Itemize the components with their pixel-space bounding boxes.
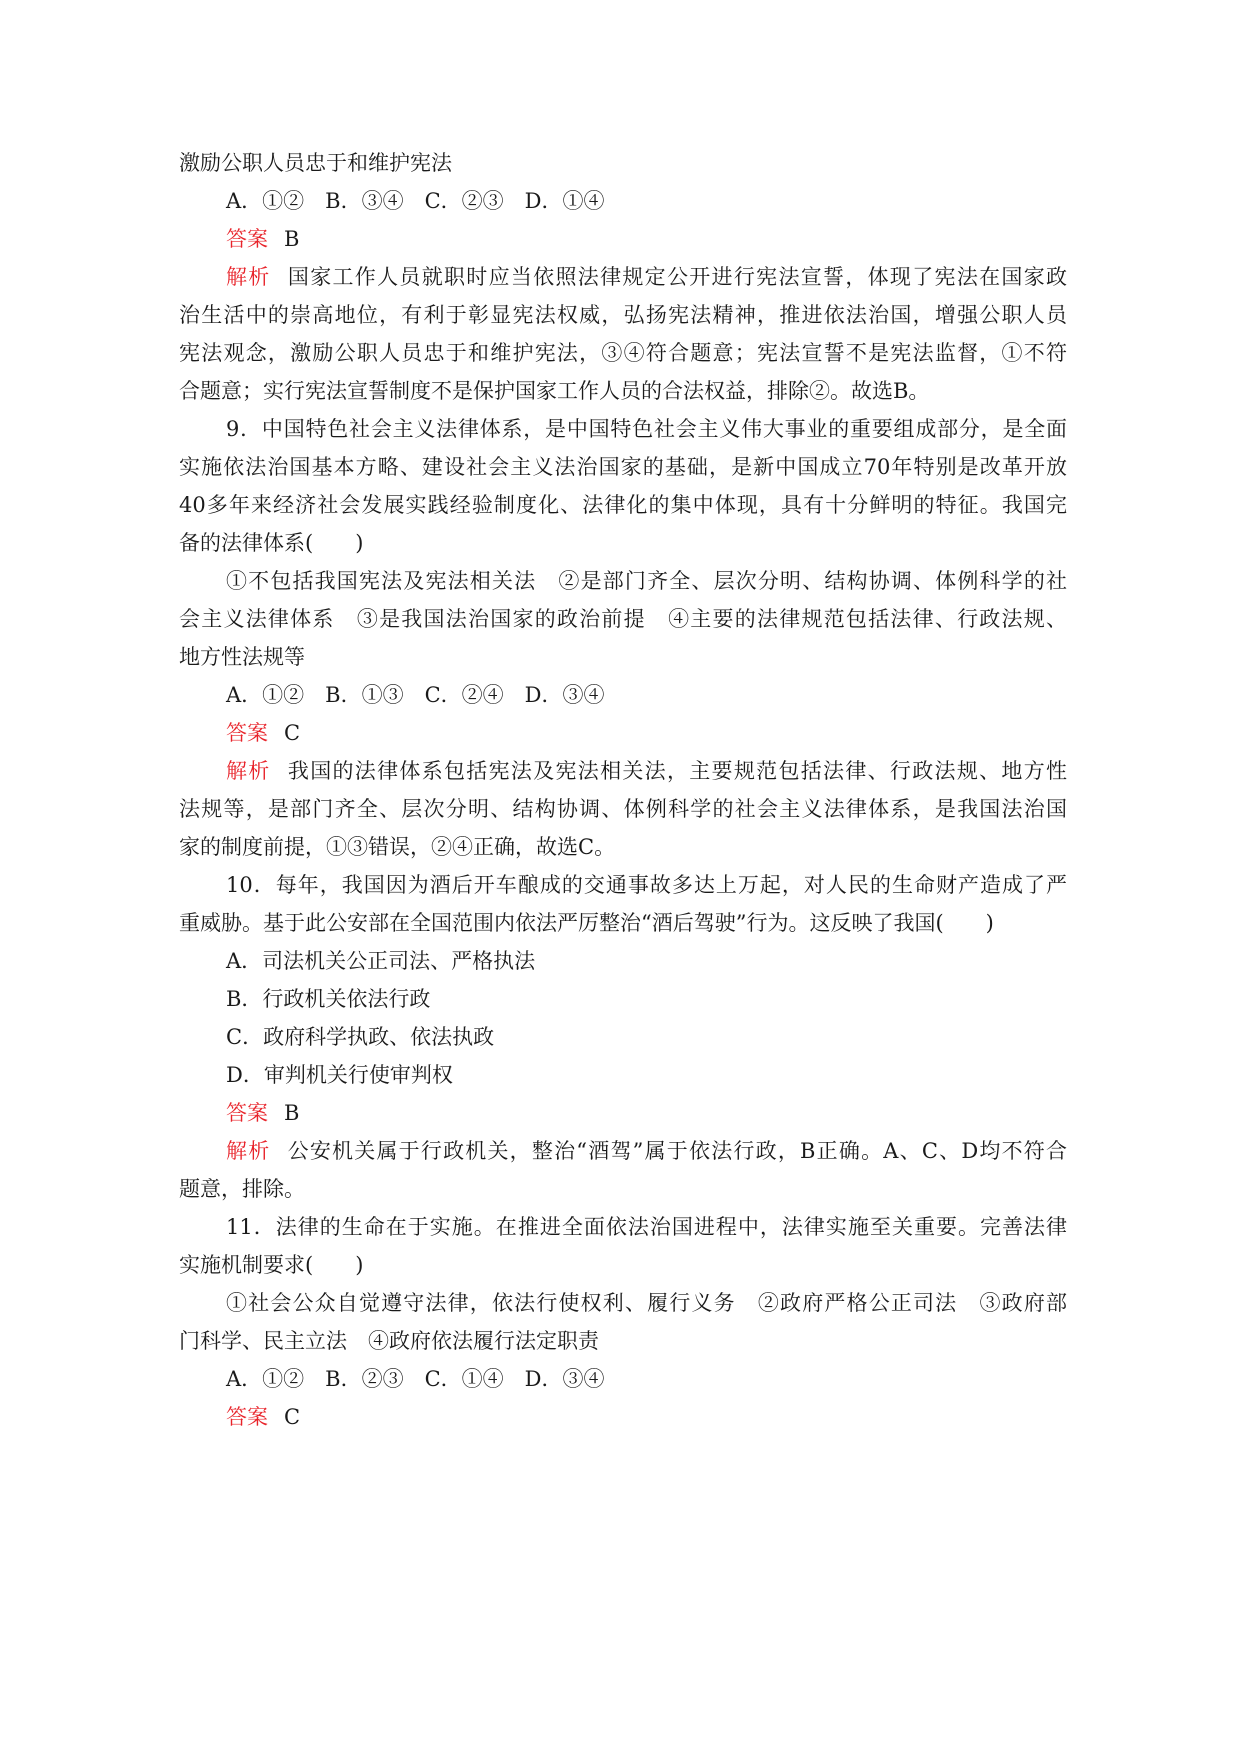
paragraph-line: 合题意；实行宪法宣誓制度不是保护国家工作人员的合法权益，排除②。故选B。 xyxy=(179,379,930,403)
paragraph-line: 激励公职人员忠于和维护宪法 xyxy=(179,151,452,175)
analysis-label: 解析 xyxy=(226,759,271,783)
paragraph-line: 实施机制要求( ) xyxy=(179,1253,364,1277)
option-b: B．行政机关依法行政 xyxy=(226,987,431,1011)
question-statements: ①社会公众自觉遵守法律，依法行使权利、履行义务 ②政府严格公正司法 ③政府部 xyxy=(226,1291,1067,1315)
answer-label: 答案 xyxy=(226,1405,268,1429)
answer-options: A．①② B．②③ C．①④ D．③④ xyxy=(226,1367,605,1391)
question-11-stem: 11．法律的生命在于实施。在推进全面依法治国进程中，法律实施至关重要。完善法律 xyxy=(226,1215,1067,1239)
paragraph-line: 家的制度前提，①③错误，②④正确，故选C。 xyxy=(179,835,616,859)
paragraph-line: 40多年来经济社会发展实践经验制度化、法律化的集中体现，具有十分鲜明的特征。我国完 xyxy=(179,493,1067,517)
paragraph-line: 门科学、民主立法 ④政府依法履行法定职责 xyxy=(179,1329,599,1353)
answer-label: 答案 xyxy=(226,721,268,745)
analysis-label: 解析 xyxy=(226,1139,271,1163)
paragraph-line: 宪法观念，激励公职人员忠于和维护宪法，③④符合题意；宪法宣誓不是宪法监督，①不符 xyxy=(179,341,1067,365)
answer-line xyxy=(226,718,300,748)
answer-label: 答案 xyxy=(226,1101,268,1125)
paragraph-line: 地方性法规等 xyxy=(179,645,305,669)
answer-value: C xyxy=(284,1405,301,1429)
analysis-line xyxy=(226,756,1067,786)
option-c: C．政府科学执政、依法执政 xyxy=(226,1025,495,1049)
paragraph-line: 法规等，是部门齐全、层次分明、结构协调、体例科学的社会主义法律体系，是我国法治国 xyxy=(179,797,1067,821)
paragraph-line: 备的法律体系( ) xyxy=(179,531,364,555)
answer-line xyxy=(226,224,299,254)
question-9-stem: 9．中国特色社会主义法律体系，是中国特色社会主义伟大事业的重要组成部分，是全面 xyxy=(226,417,1067,441)
question-statements: ①不包括我国宪法及宪法相关法 ②是部门齐全、层次分明、结构协调、体例科学的社 xyxy=(226,569,1067,593)
question-10-stem: 10．每年，我国因为酒后开车酿成的交通事故多达上万起，对人民的生命财产造成了严 xyxy=(226,873,1067,897)
analysis-line xyxy=(226,1136,1067,1166)
paragraph-line: 实施依法治国基本方略、建设社会主义法治国家的基础，是新中国成立70年特别是改革开放 xyxy=(179,455,1067,479)
analysis-line xyxy=(226,262,1067,292)
paragraph-line: 治生活中的崇高地位，有利于彰显宪法权威，弘扬宪法精神，推进依法治国，增强公职人员 xyxy=(179,303,1067,327)
answer-value: C xyxy=(284,721,301,745)
answer-label: 答案 xyxy=(226,227,268,251)
paragraph-line: 会主义法律体系 ③是我国法治国家的政治前提 ④主要的法律规范包括法律、行政法规、 xyxy=(179,607,1067,631)
analysis-text: 国家工作人员就职时应当依照法律规定公开进行宪法宣誓，体现了宪法在国家政 xyxy=(286,265,1068,289)
paragraph-line: 题意，排除。 xyxy=(179,1177,305,1201)
answer-options: A．①② B．③④ C．②③ D．①④ xyxy=(226,189,605,213)
option-a: A．司法机关公正司法、严格执法 xyxy=(226,949,536,973)
answer-value: B xyxy=(284,227,300,251)
analysis-text: 公安机关属于行政机关，整治“酒驾”属于依法行政，B正确。A、C、D均不符合 xyxy=(286,1139,1067,1163)
answer-line xyxy=(226,1098,299,1128)
answer-line xyxy=(226,1402,300,1432)
analysis-label: 解析 xyxy=(226,265,271,289)
analysis-text: 我国的法律体系包括宪法及宪法相关法，主要规范包括法律、行政法规、地方性 xyxy=(286,759,1068,783)
answer-options: A．①② B．①③ C．②④ D．③④ xyxy=(226,683,605,707)
option-d: D．审判机关行使审判权 xyxy=(226,1063,453,1087)
paragraph-line: 重威胁。基于此公安部在全国范围内依法严厉整治“酒后驾驶”行为。这反映了我国( ) xyxy=(179,911,994,935)
answer-value: B xyxy=(284,1101,300,1125)
